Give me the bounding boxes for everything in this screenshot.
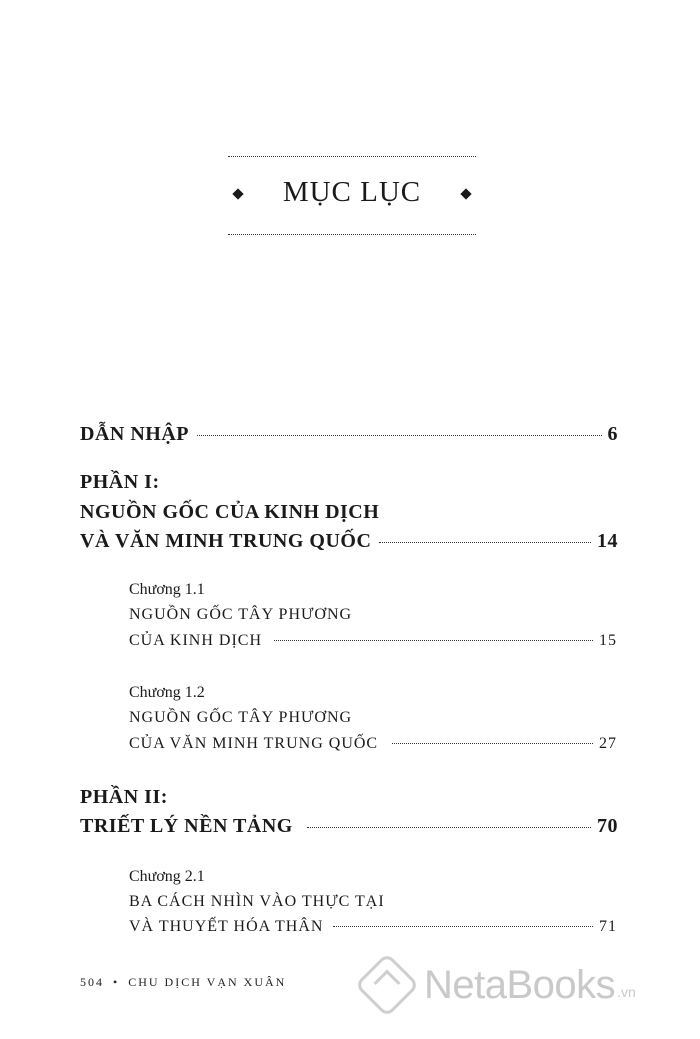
toc-page-number: 14 [597,530,618,552]
watermark [364,962,636,1008]
watermark-text: NetaBooks [424,962,616,1007]
toc-entry-part-2[interactable] [80,815,618,838]
footer-page-number: 504 [80,975,104,989]
toc-entry-title-line: BA CÁCH NHÌN VÀO THỰC TẠI [129,893,385,910]
toc-entry-title-line: VÀ THUYẾT HÓA THÂN [129,918,324,935]
toc-entry-title-line: CỦA VĂN MINH TRUNG QUỐC [129,735,379,752]
netabooks-logo-icon [354,952,419,1017]
page-title: MỤC LỤC [282,176,422,208]
toc-chapter-label: Chương 1.2 [129,684,205,701]
toc-entry-title-line: NGUỒN GỐC TÂY PHƯƠNG [129,606,353,623]
title-rule-bottom [228,234,476,235]
toc-page-number: 71 [599,918,617,935]
toc-part-label: PHẦN I: [80,471,160,493]
toc-page-number: 70 [597,815,618,837]
dot-leader [379,542,591,543]
toc-entry-part-1[interactable] [80,530,618,553]
toc-page-number: 6 [607,423,618,445]
toc-entry-title-line: VÀ VĂN MINH TRUNG QUỐC [80,530,372,552]
toc-chapter-label: Chương 1.1 [129,581,205,598]
toc-entry-chapter-1-2[interactable] [129,735,617,753]
title-block [228,176,476,216]
watermark-suffix: .vn [617,984,636,1000]
dot-leader [307,827,591,828]
toc-entry-title-line: TRIẾT LÝ NỀN TẢNG [80,815,293,837]
toc-entry-title-line: NGUỒN GỐC TÂY PHƯƠNG [129,709,353,726]
toc-entry-title-line: CỦA KINH DỊCH [129,632,262,649]
toc-entry-chapter-1-1[interactable] [129,632,617,650]
toc-part-label: PHẦN II: [80,786,168,808]
footer-separator: • [113,975,120,989]
dot-leader [197,435,602,436]
footer-book-title: CHU DỊCH VẠN XUÂN [128,975,287,989]
page-footer [80,975,286,990]
toc-entry-chapter-2-1[interactable] [129,918,617,936]
toc-entry-introduction[interactable] [80,423,618,446]
dot-leader [392,743,593,744]
dot-leader [333,926,593,927]
title-rule-top [228,156,476,157]
toc-entry-title: DẪN NHẬP [80,423,189,445]
toc-chapter-label: Chương 2.1 [129,868,205,885]
toc-page-number: 27 [599,735,617,752]
toc-entry-title-line: NGUỒN GỐC CỦA KINH DỊCH [80,501,380,523]
dot-leader [274,640,593,641]
toc-page-number: 15 [599,632,617,649]
